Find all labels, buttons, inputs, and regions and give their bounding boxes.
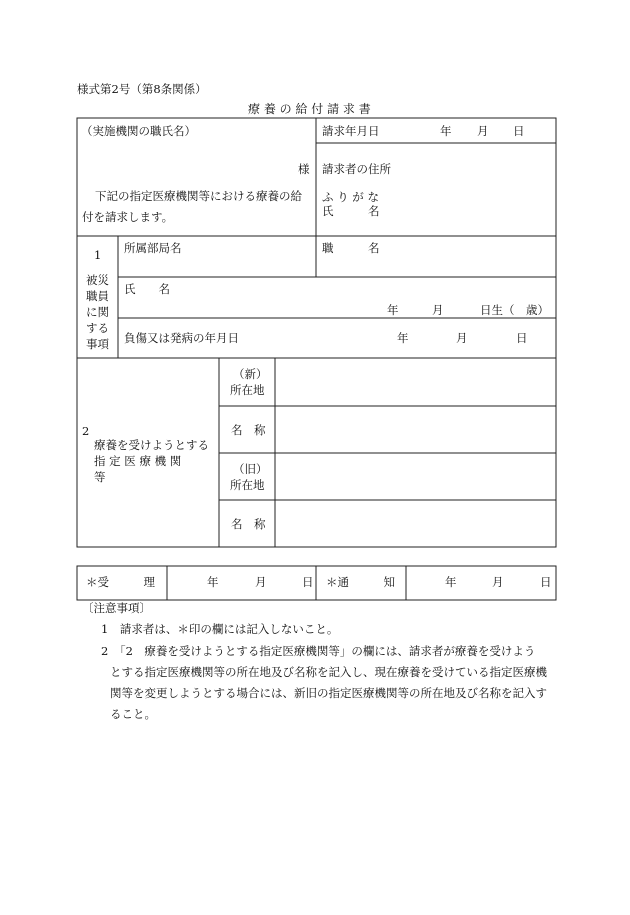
section2-number: 2 bbox=[82, 424, 90, 438]
note-2-line-1: 2 「2 療養を受けようとする指定医療機関等」の欄には、請求者が療養を受けよう bbox=[101, 644, 536, 658]
note-1: 1 請求者は、＊印の欄には記入しないこと。 bbox=[101, 622, 339, 636]
form-number: 様式第2号（第8条関係） bbox=[77, 82, 207, 96]
employee-name-label: 氏 名 bbox=[124, 282, 170, 296]
section1-label: 被災 職員 に関 する 事項 bbox=[86, 273, 109, 351]
notified-label: ＊通 知 bbox=[326, 575, 395, 589]
received-month: 月 bbox=[255, 575, 267, 589]
claimant-name-label: 氏 名 bbox=[322, 204, 380, 218]
old-address-label: 所在地 bbox=[230, 478, 265, 492]
request-date-label: 請求年月日 bbox=[322, 124, 380, 138]
notified-year: 年 bbox=[445, 575, 457, 589]
injury-year: 年 bbox=[397, 331, 409, 345]
injury-date-label: 負傷又は発病の年月日 bbox=[124, 331, 239, 345]
department-label: 所属部局名 bbox=[124, 241, 182, 255]
notes-header: 〔注意事項〕 bbox=[82, 601, 151, 615]
received-day: 日 bbox=[302, 575, 314, 589]
note-2-line-3: 関等を変更しようとする場合には、新旧の指定医療機関等の所在地及び名称を記入す bbox=[110, 686, 547, 700]
furigana-label: ふ り が な bbox=[322, 190, 379, 204]
request-month: 月 bbox=[477, 124, 489, 138]
section2-label-line-2: 指 定 医 療 機 関 bbox=[94, 454, 182, 468]
note-2-line-2: とする指定医療機関等の所在地及び名称を記入し、現在療養を受けている指定医療機 bbox=[110, 665, 547, 679]
form-title: 療 養 の 給 付 請 求 書 bbox=[248, 102, 371, 116]
recipient-header: （実施機関の職氏名） bbox=[81, 124, 196, 138]
old-name-label: 名 称 bbox=[231, 517, 266, 531]
new-address-label: 所在地 bbox=[230, 383, 265, 397]
request-line-2: 付を請求します。 bbox=[82, 210, 174, 224]
old-tag: （旧） bbox=[233, 462, 268, 476]
claimant-address-label: 請求者の住所 bbox=[322, 162, 391, 176]
received-label: ＊受 理 bbox=[86, 575, 155, 589]
injury-month: 月 bbox=[456, 331, 468, 345]
section2-label-line-3: 等 bbox=[94, 470, 106, 484]
birth-day-age: 日生（ 歳） bbox=[480, 303, 549, 317]
notified-month: 月 bbox=[492, 575, 504, 589]
notified-day: 日 bbox=[540, 575, 552, 589]
request-day: 日 bbox=[513, 124, 525, 138]
received-year: 年 bbox=[207, 575, 219, 589]
section2-label-line-1: 療養を受けようとする bbox=[94, 438, 209, 452]
new-tag: （新） bbox=[233, 367, 268, 381]
new-name-label: 名 称 bbox=[231, 423, 266, 437]
honorific: 様 bbox=[298, 162, 310, 176]
request-year: 年 bbox=[440, 124, 452, 138]
note-2-line-4: ること。 bbox=[110, 707, 156, 721]
position-label: 職 名 bbox=[322, 241, 380, 255]
birth-month: 月 bbox=[432, 303, 444, 317]
birth-year: 年 bbox=[387, 303, 399, 317]
request-line-1: 下記の指定医療機関等における療養の給 bbox=[95, 189, 302, 203]
section1-number: 1 bbox=[94, 248, 102, 262]
injury-day: 日 bbox=[516, 331, 528, 345]
